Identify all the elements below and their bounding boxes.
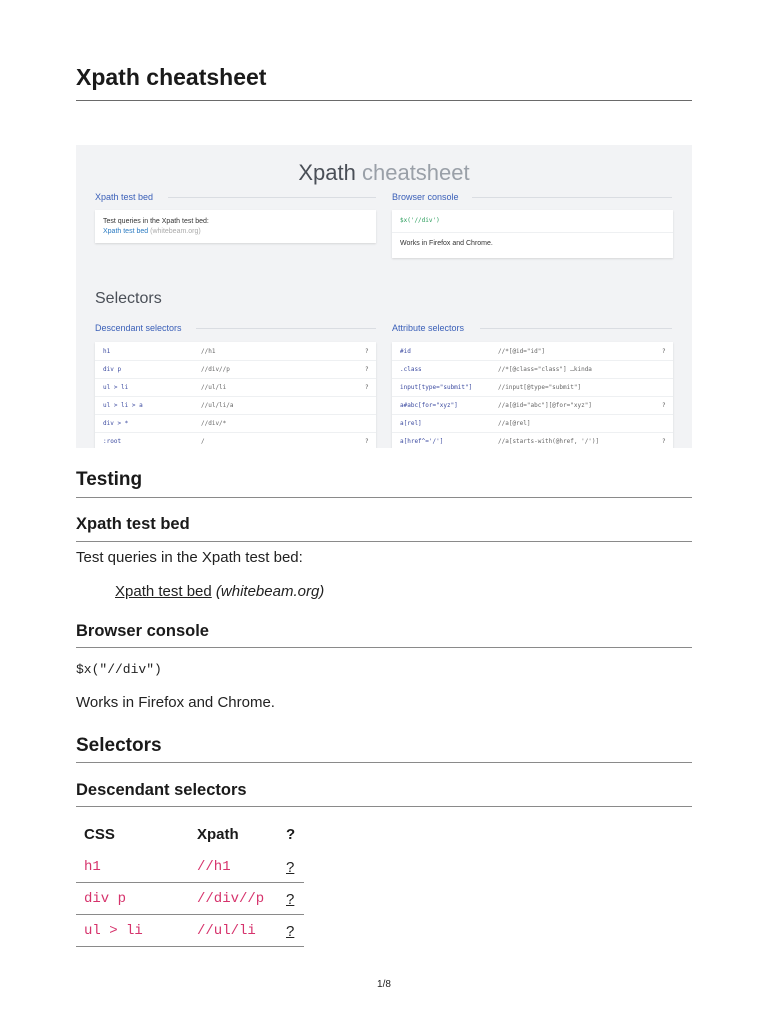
table-row: [76, 883, 304, 915]
console-text: Works in Firefox and Chrome.: [76, 694, 275, 711]
help-link[interactable]: ?: [286, 859, 295, 876]
preview-attribute-table: [392, 342, 673, 448]
preview-title: Xpath cheatsheet: [298, 160, 470, 185]
preview-table-row: .class //*[@class="class"] …kinda: [392, 360, 673, 379]
preview-table-row: input[type="submit"] //input[@type="submit"]: [392, 378, 673, 397]
preview-selectors-heading: Selectors: [95, 290, 162, 307]
column-header-xpath: Xpath: [197, 826, 239, 843]
section-divider: [76, 762, 692, 763]
preview-table-row: h1 //h1 ?: [95, 342, 376, 361]
preview-test-bed-heading: Xpath test bed: [95, 192, 154, 202]
section-divider: [76, 806, 692, 807]
selectors-heading: Selectors: [76, 735, 162, 756]
title-divider: [76, 100, 692, 101]
section-divider: [76, 497, 692, 498]
preview-table-row: a[rel] //a[@rel]: [392, 414, 673, 433]
testing-heading: Testing: [76, 469, 143, 490]
test-bed-heading: Xpath test bed: [76, 515, 190, 533]
preview-descendant-table: [95, 342, 376, 448]
browser-console-heading: Browser console: [76, 622, 209, 640]
preview-divider: [196, 328, 376, 329]
page-number: 1/8: [377, 979, 391, 990]
preview-divider: [168, 197, 376, 198]
preview-table-row: div p //div//p ?: [95, 360, 376, 379]
column-header-help: ?: [286, 826, 296, 843]
test-bed-link[interactable]: Xpath test bed: [115, 583, 212, 600]
preview-table-row: ul > li //ul/li ?: [95, 378, 376, 397]
table-row: [76, 851, 304, 883]
cheatsheet-preview-image: [76, 145, 692, 448]
descendant-selectors-heading: Descendant selectors: [76, 781, 247, 799]
preview-table-row: :root / ?: [95, 432, 376, 448]
css-cell: h1: [84, 859, 101, 875]
table-row: [76, 915, 304, 947]
xpath-cell: //div//p: [197, 891, 265, 907]
console-code: $x("//div"): [76, 662, 162, 677]
css-cell: div p: [84, 891, 127, 907]
help-link[interactable]: ?: [286, 923, 295, 940]
xpath-cell: //h1: [197, 859, 231, 875]
test-bed-source: (whitebeam.org): [215, 583, 325, 600]
test-bed-text: Test queries in the Xpath test bed:: [76, 549, 303, 566]
preview-divider: [480, 328, 672, 329]
help-link[interactable]: ?: [286, 891, 295, 908]
preview-console-card: $x('//div') Works in Firefox and Chrome.: [392, 210, 673, 258]
preview-table-row: #id //*[@id="id"] ?: [392, 342, 673, 361]
preview-attribute-heading: Attribute selectors: [392, 323, 465, 333]
preview-test-bed-card: Test queries in the Xpath test bed: Xpath test bed (whitebeam.org): [95, 210, 376, 243]
section-divider: [76, 647, 692, 648]
page-title: Xpath cheatsheet: [76, 64, 267, 90]
preview-table-row: a#abc[for="xyz"] //a[@id="abc"][@for="xyz"] ?: [392, 396, 673, 415]
css-cell: ul > li: [84, 923, 143, 939]
preview-table-row: ul > li > a //ul/li/a: [95, 396, 376, 415]
column-header-css: CSS: [84, 826, 115, 843]
preview-descendant-heading: Descendant selectors: [95, 323, 182, 333]
preview-test-bed-link[interactable]: Xpath test bed: [103, 228, 149, 235]
section-divider: [76, 541, 692, 542]
preview-table-row: div > * //div/*: [95, 414, 376, 433]
xpath-cell: //ul/li: [197, 923, 256, 939]
preview-divider: [472, 197, 672, 198]
preview-console-heading: Browser console: [392, 192, 459, 202]
test-bed-link-line: [115, 583, 324, 600]
preview-table-row: a[href^='/'] //a[starts-with(@href, '/')] ?: [392, 432, 673, 448]
